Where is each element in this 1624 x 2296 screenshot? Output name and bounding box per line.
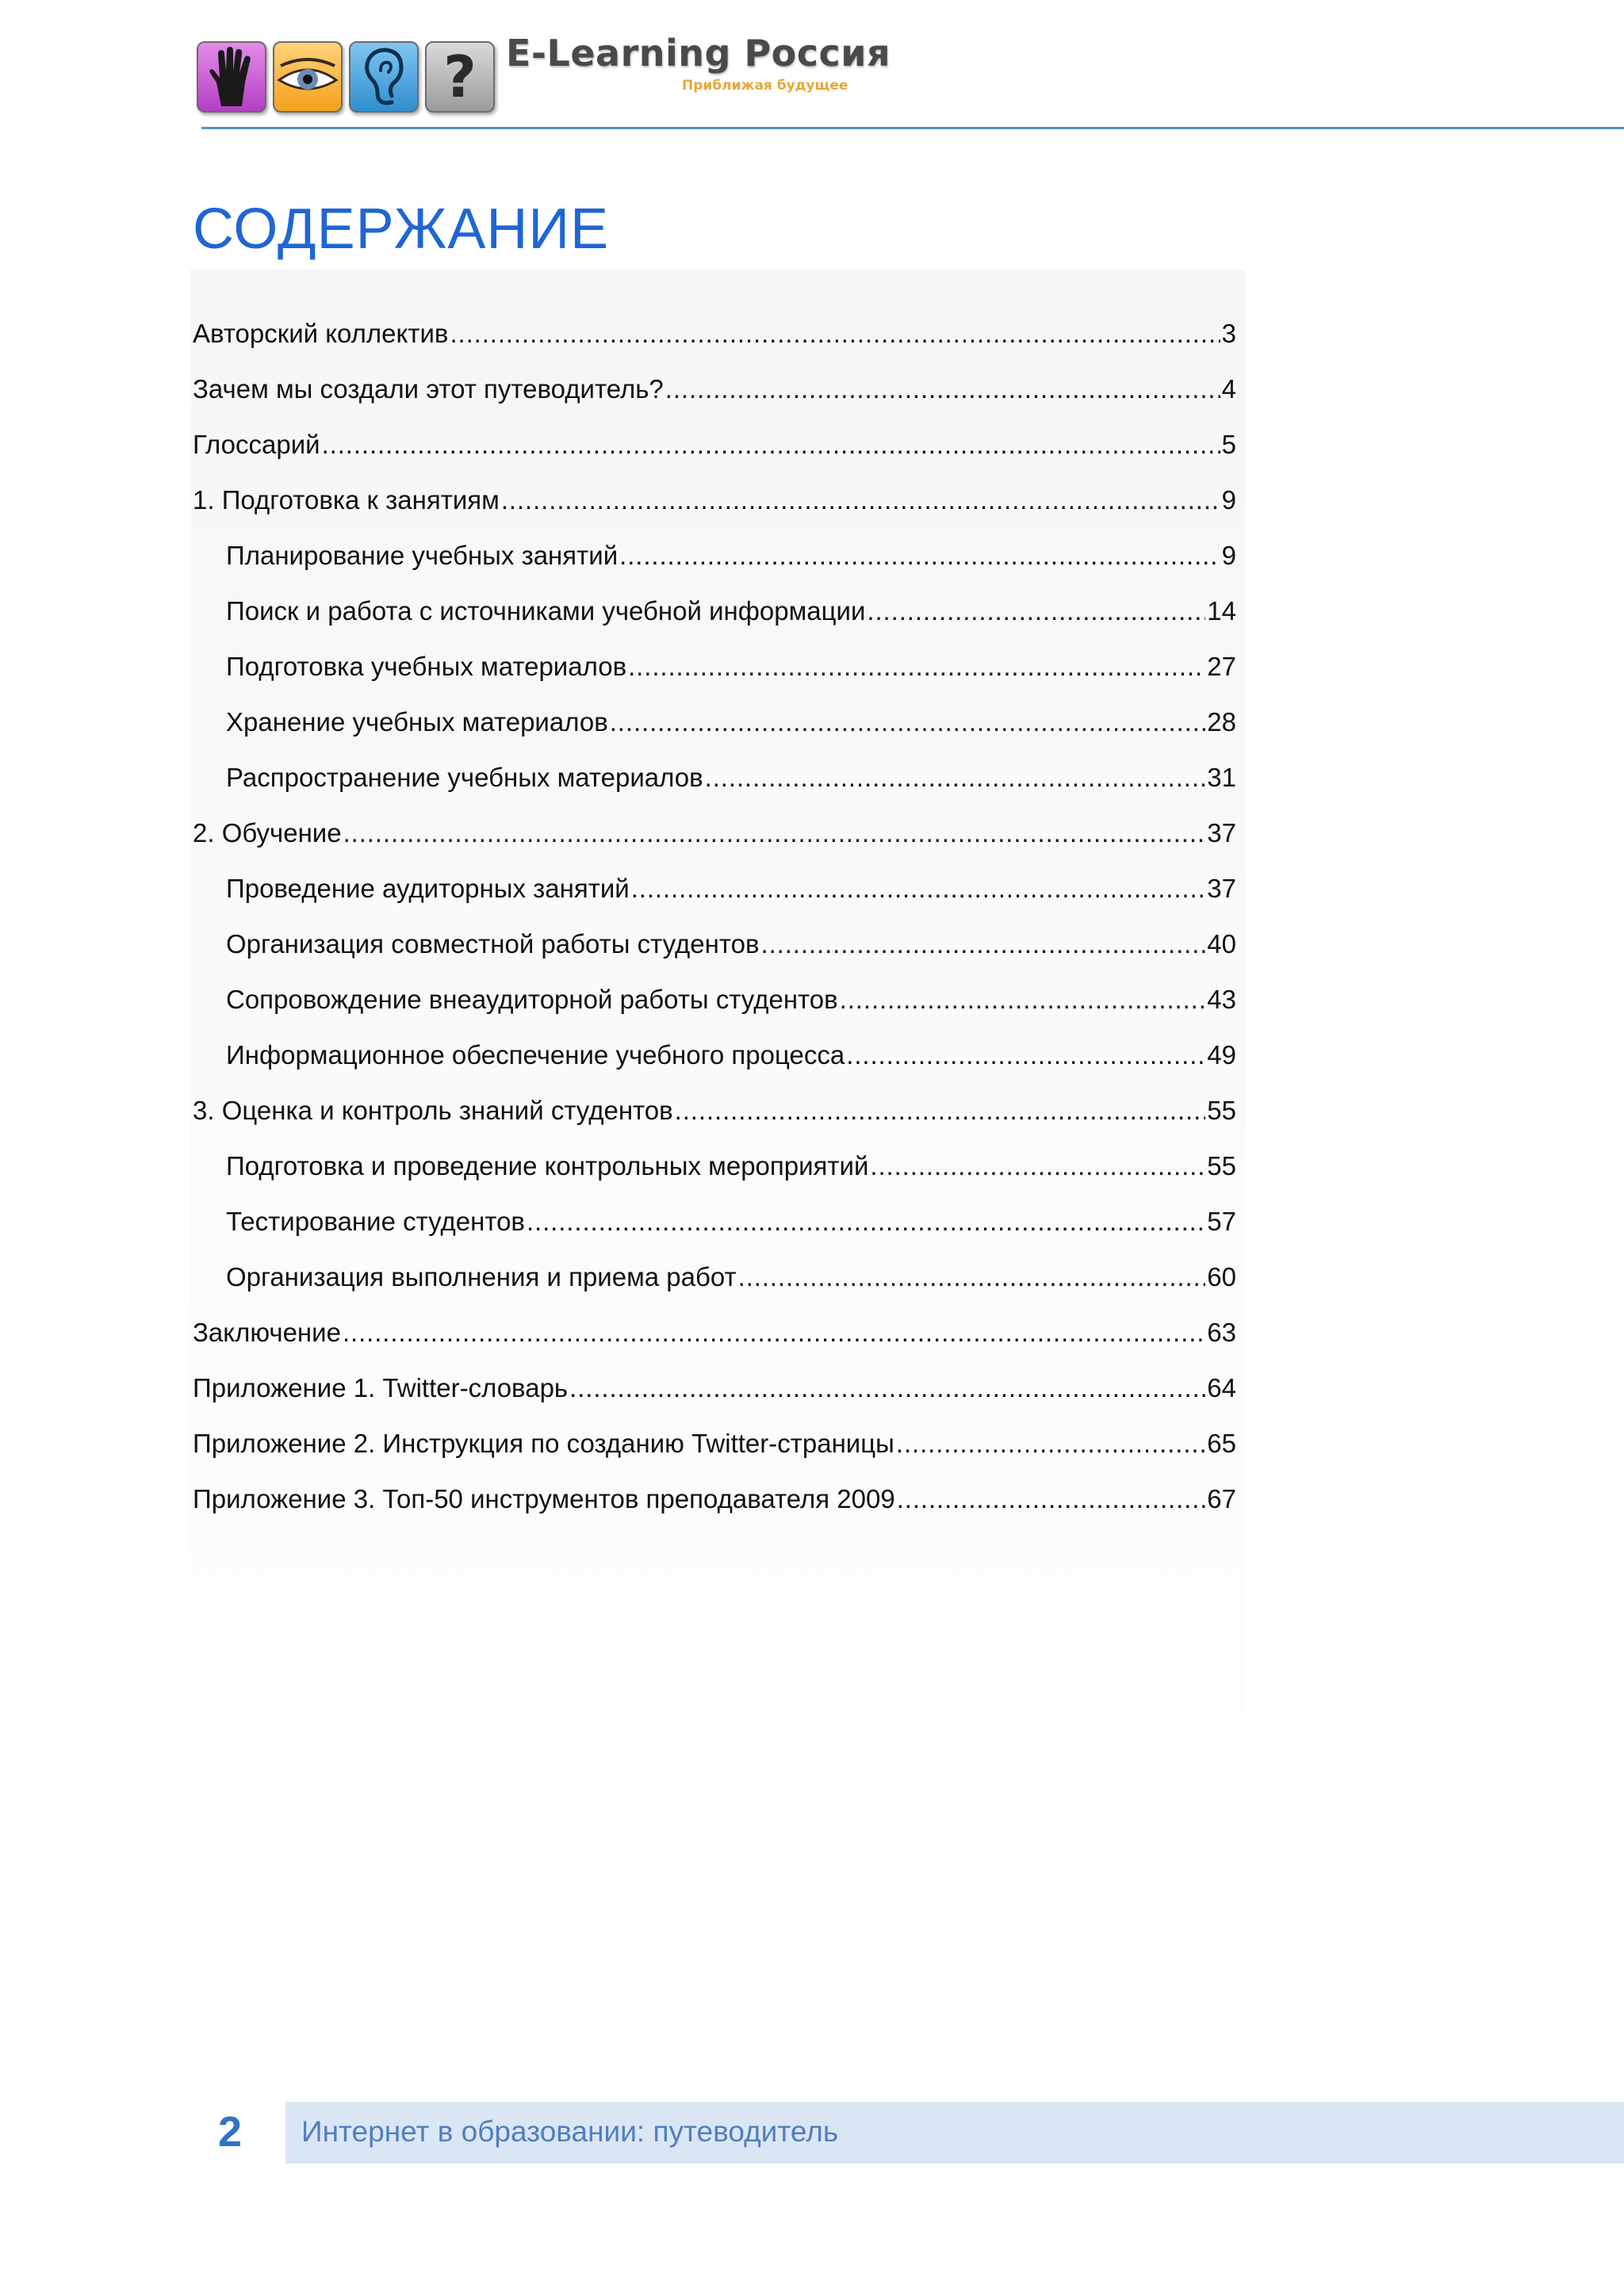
toc-entry-label: Хранение учебных материалов <box>226 707 608 737</box>
toc-entry[interactable] <box>193 1481 1236 1536</box>
toc-dot-leader <box>896 1425 1205 1462</box>
toc-entry-label: Тестирование студентов <box>226 1207 525 1236</box>
toc-entry-page: 43 <box>1207 985 1236 1014</box>
toc-entry-label: Организация выполнения и приема работ <box>226 1262 737 1292</box>
toc-entry[interactable] <box>193 1370 1236 1425</box>
toc-entry-page: 55 <box>1207 1151 1236 1181</box>
header-divider <box>201 127 1624 129</box>
brand-tagline: Приближая будущее <box>682 78 848 94</box>
toc-dot-leader <box>665 371 1220 408</box>
toc-dot-leader <box>870 1148 1205 1184</box>
toc-entry-label: Заключение <box>193 1318 341 1347</box>
toc-entry[interactable] <box>193 593 1236 649</box>
toc-entry-label: Глоссарий <box>193 430 320 459</box>
toc-dot-leader <box>867 593 1205 629</box>
toc-entry-label: Приложение 3. Топ-50 инструментов преподавателя 2009 <box>193 1484 895 1513</box>
toc-entry[interactable] <box>193 649 1236 704</box>
toc-entry-page: 14 <box>1207 596 1236 626</box>
toc-entry-label: Информационное обеспечение учебного процесса <box>226 1040 845 1070</box>
toc-entry[interactable] <box>193 482 1236 538</box>
table-of-contents <box>193 316 1236 1536</box>
toc-entry-label: Приложение 1. Twitter-словарь <box>193 1373 569 1402</box>
toc-entry[interactable] <box>193 704 1236 760</box>
toc-entry-page: 64 <box>1207 1373 1236 1402</box>
toc-entry[interactable] <box>193 316 1236 371</box>
toc-entry[interactable] <box>193 1093 1236 1148</box>
toc-dot-leader <box>840 982 1206 1018</box>
toc-entry-page: 40 <box>1207 929 1236 959</box>
toc-entry-page: 49 <box>1207 1040 1236 1070</box>
toc-dot-leader <box>631 871 1206 907</box>
toc-entry[interactable] <box>193 815 1236 871</box>
toc-dot-leader <box>501 482 1220 519</box>
toc-entry-label: 2. Обучение <box>193 818 342 848</box>
toc-entry[interactable] <box>193 371 1236 427</box>
toc-dot-leader <box>610 704 1206 740</box>
toc-entry-label: Авторский коллектив <box>193 319 449 348</box>
toc-entry-page: 37 <box>1207 818 1236 848</box>
toc-entry-page: 37 <box>1207 874 1236 903</box>
toc-entry-page: 63 <box>1207 1318 1236 1347</box>
toc-entry[interactable] <box>193 760 1236 815</box>
toc-dot-leader <box>897 1481 1206 1517</box>
hand-icon <box>197 41 266 113</box>
toc-entry-label: Планирование учебных занятий <box>226 541 619 570</box>
toc-entry-page: 27 <box>1207 652 1236 681</box>
toc-entry[interactable] <box>193 1425 1236 1481</box>
toc-dot-leader <box>569 1370 1205 1406</box>
toc-entry-page: 5 <box>1221 430 1236 459</box>
logo-icons <box>197 41 495 117</box>
toc-entry[interactable] <box>193 1259 1236 1314</box>
toc-entry-label: 3. Оценка и контроль знаний студентов <box>193 1096 673 1125</box>
toc-dot-leader <box>628 649 1205 685</box>
ear-icon <box>349 41 419 113</box>
eye-icon <box>273 41 343 113</box>
toc-entry-page: 60 <box>1207 1262 1236 1292</box>
toc-entry-label: Распространение учебных материалов <box>226 763 703 792</box>
toc-dot-leader <box>761 926 1206 962</box>
toc-entry[interactable] <box>193 926 1236 982</box>
question-mark-icon <box>425 41 495 113</box>
toc-dot-leader <box>343 1314 1205 1351</box>
page-title: СОДЕРЖАНИЕ <box>193 197 610 261</box>
toc-entry-label: Подготовка учебных материалов <box>226 652 627 681</box>
toc-entry-label: Проведение аудиторных занятий <box>226 874 630 903</box>
toc-entry-page: 65 <box>1207 1429 1236 1458</box>
toc-entry-label: Поиск и работа с источниками учебной информации <box>226 596 866 626</box>
toc-entry-page: 57 <box>1207 1207 1236 1236</box>
toc-entry-page: 28 <box>1207 707 1236 737</box>
toc-entry-page: 9 <box>1221 485 1236 515</box>
toc-dot-leader <box>675 1093 1206 1129</box>
toc-entry[interactable] <box>193 871 1236 926</box>
toc-dot-leader <box>343 815 1206 851</box>
toc-entry[interactable] <box>193 1203 1236 1259</box>
toc-entry-page: 67 <box>1207 1484 1236 1513</box>
footer-book-title: Интернет в образовании: путеводитель <box>301 2115 839 2148</box>
toc-entry[interactable] <box>193 1148 1236 1203</box>
toc-entry[interactable] <box>193 1037 1236 1093</box>
toc-dot-leader <box>705 760 1206 796</box>
toc-dot-leader <box>322 427 1220 463</box>
toc-entry[interactable] <box>193 1314 1236 1370</box>
toc-entry-page: 3 <box>1221 319 1236 348</box>
toc-entry-page: 31 <box>1207 763 1236 792</box>
toc-entry[interactable] <box>193 982 1236 1037</box>
toc-dot-leader <box>738 1259 1206 1295</box>
toc-dot-leader <box>619 538 1220 574</box>
toc-dot-leader <box>450 316 1220 352</box>
page-number: 2 <box>218 2108 243 2156</box>
toc-dot-leader <box>527 1203 1205 1240</box>
toc-entry[interactable] <box>193 427 1236 482</box>
toc-dot-leader <box>846 1037 1205 1073</box>
toc-entry-label: Зачем мы создали этот путеводитель? <box>193 374 664 404</box>
toc-entry-page: 4 <box>1221 374 1236 404</box>
question-mark-glyph: ? <box>443 44 477 110</box>
brand-title: E-Learning Россия <box>506 32 891 75</box>
toc-entry-label: Приложение 2. Инструкция по созданию Twitter-страницы <box>193 1429 894 1458</box>
toc-entry[interactable] <box>193 538 1236 593</box>
toc-entry-page: 55 <box>1207 1096 1236 1125</box>
toc-entry-label: Подготовка и проведение контрольных мероприятий <box>226 1151 869 1181</box>
toc-entry-label: Организация совместной работы студентов <box>226 929 760 959</box>
toc-entry-label: Сопровождение внеаудиторной работы студентов <box>226 985 838 1014</box>
toc-entry-label: 1. Подготовка к занятиям <box>193 485 500 515</box>
toc-entry-page: 9 <box>1221 541 1236 570</box>
